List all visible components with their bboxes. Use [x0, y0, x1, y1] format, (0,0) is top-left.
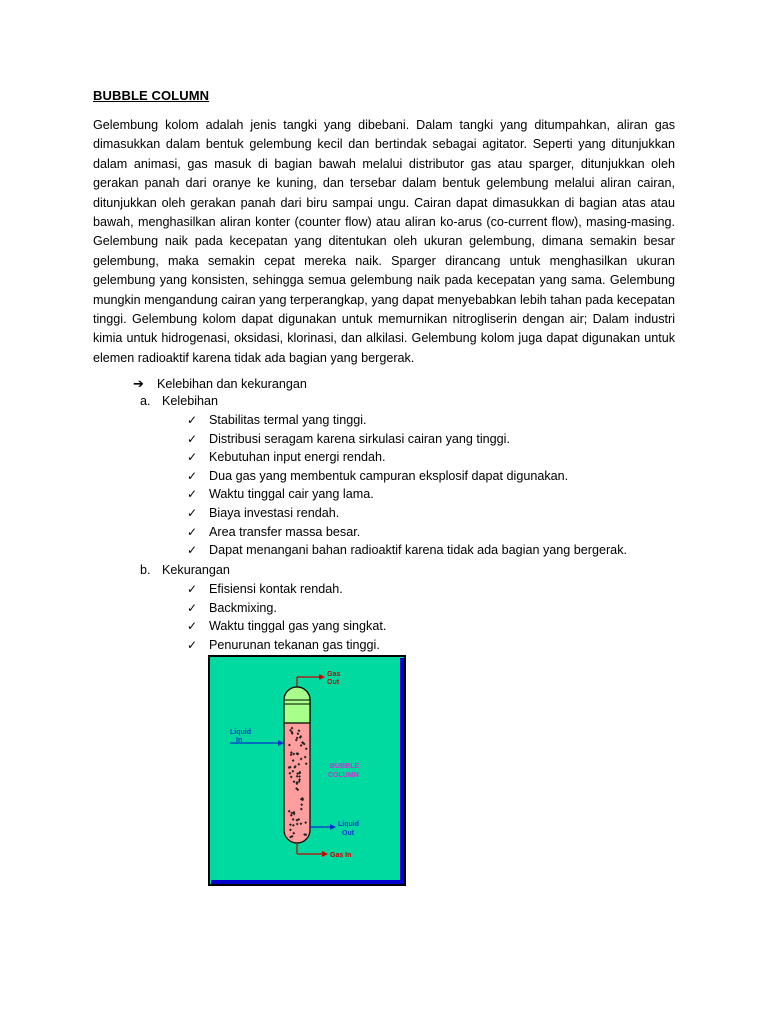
list-item: ✓ Area transfer massa besar.	[187, 523, 627, 542]
advantages-marker: a.	[140, 394, 151, 408]
list-item: ✓ Penurunan tekanan gas tinggi.	[187, 636, 386, 655]
check-icon: ✓	[187, 450, 198, 465]
column-headspace	[284, 687, 310, 723]
disadvantages-heading	[140, 561, 230, 580]
intro-paragraph: Gelembung kolom adalah jenis tangki yang dibebani. Dalam tangki yang ditumpahkan, aliran gas dimasukkan dalam bentuk gelembung kecil dan bertindak sebagai agitator. Seperti yang ditunjukkan dalam animasi, gas masuk di bagian bawah melalui distributor gas atau sparger, ditunjukkan oleh gerakan panah dari oranye ke kuning, dan tersebar dalam bentuk gelembung melalui aliran cairan, ditunjukkan oleh gerakan panah dari biru sampai ungu. Cairan dapat dimasukkan di bagian atas atau bawah, menghasilkan aliran konter (counter flow) atau aliran ko-arus (co-current flow), masing-masing. Gelembung naik pada kecepatan yang ditentukan oleh ukuran gelembung, dimana semakin besar gelembung, maka semakin cepat mereka naik. Sparger dirancang untuk menghasilkan ukuran gelembung yang konsisten, sehingga semua gelembung naik pada kecepatan yang sama. Gelembung mungkin mengandung cairan yang terperangkap, yang dapat menyebabkan lebih tahan pada kecepatan tinggi. Gelembung kolom dapat digunakan untuk memurnikan nitrogliserin dengan air; Dalam industri kimia untuk hidrogenasi, oksidasi, klorinasi, dan alkilasi. Gelembung kolom juga dapat digunakan untuk elemen radioaktif karena tidak ada bagian yang bergerak.	[93, 118, 675, 365]
list-item: ✓ Stabilitas termal yang tinggi.	[187, 411, 627, 430]
advantages-label: Kelebihan	[162, 394, 219, 408]
list-item: ✓ Kebutuhan input energi rendah.	[187, 448, 627, 467]
list-item: ✓ Dapat menangani bahan radioaktif karena tidak ada bagian yang bergerak.	[187, 541, 627, 560]
check-icon: ✓	[187, 637, 198, 652]
liquid-in-label: Liquid	[230, 729, 251, 736]
disadvantages-list	[187, 580, 386, 654]
disadvantages-label: Kekurangan	[162, 563, 230, 577]
diagram-border	[211, 880, 404, 884]
list-item: ✓ Biaya investasi rendah.	[187, 504, 627, 523]
advantages-heading	[140, 392, 218, 411]
list-item: ✓ Waktu tinggal gas yang singkat.	[187, 617, 386, 636]
check-icon: ✓	[187, 431, 198, 446]
liquid-out-label: Out	[342, 830, 355, 837]
disadvantages-marker: b.	[140, 563, 151, 577]
list-item: ✓ Dua gas yang membentuk campuran eksplosif dapat digunakan.	[187, 467, 627, 486]
gas-out-label: Gas	[327, 671, 341, 678]
check-icon: ✓	[187, 543, 198, 558]
check-icon: ✓	[187, 582, 198, 596]
gas-out-label: Out	[327, 679, 340, 686]
column-label: COLUMN	[328, 772, 359, 779]
section-heading	[133, 374, 307, 394]
column-label: BUBBLE	[330, 763, 360, 770]
arrow-right-icon: ➔	[133, 376, 144, 391]
gas-in-label: Gas In	[330, 852, 352, 859]
bubble-column-svg	[208, 655, 406, 886]
section-heading-text: Kelebihan dan kekurangan	[157, 377, 307, 391]
list-item: ✓ Waktu tinggal cair yang lama.	[187, 485, 627, 504]
check-icon: ✓	[187, 487, 198, 502]
list-item: ✓ Efisiensi kontak rendah.	[187, 580, 386, 599]
diagram-border	[400, 658, 404, 884]
check-icon: ✓	[187, 600, 198, 615]
liquid-out-label: Liquid	[338, 821, 359, 828]
liquid-in-label: In	[236, 737, 243, 744]
bubble-column-diagram	[208, 655, 406, 886]
list-item: ✓ Backmixing.	[187, 599, 386, 618]
check-icon: ✓	[187, 505, 198, 520]
advantages-list	[187, 411, 627, 560]
document-title: BUBBLE COLUMN	[93, 88, 210, 103]
list-item: ✓ Distribusi seragam karena sirkulasi cairan yang tinggi.	[187, 430, 627, 449]
check-icon: ✓	[187, 413, 198, 427]
check-icon: ✓	[187, 524, 198, 539]
check-icon: ✓	[187, 619, 198, 634]
check-icon: ✓	[187, 468, 198, 483]
